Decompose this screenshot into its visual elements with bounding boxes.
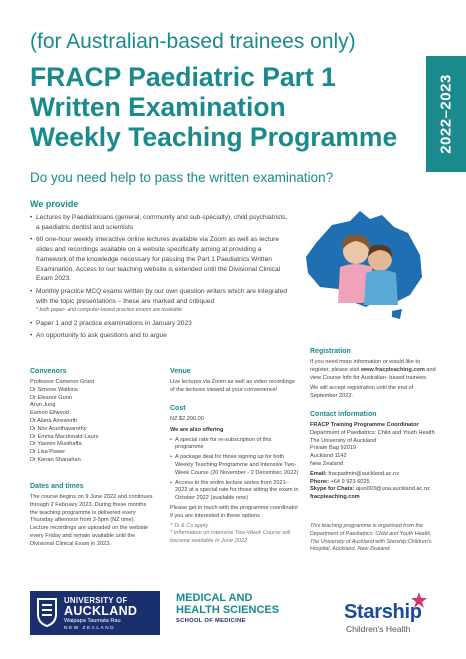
- registration-heading: Registration: [310, 348, 351, 355]
- offers-list: [170, 437, 300, 503]
- title-line-2: Written Examination: [30, 92, 286, 122]
- venue-text: Live lectures via Zoom as well as video recordings of the lectures viewed at your convenience!: [170, 379, 295, 393]
- dates-text: The course begins on 9 June 2022 and continues through 2 February 2023. During these months the teaching programme is delivered every Thursday afternoon from 3-5pm (NZ time). Lecture recordings are uploaded on the website every Friday and remain available until the Divisional Clinical Exam in 2023.: [30, 494, 153, 547]
- email-line: Email: fracpadmin@auckland.ac.nz: [310, 470, 400, 477]
- starship-logo: Starship Children's Health: [338, 591, 448, 635]
- contact-role: FRACP Training Programme Coordinator: [310, 422, 419, 428]
- intensive-course-note: * Information on Intensive Two-Week Course will become available in June 2022: [170, 530, 291, 545]
- terms-note: * Ts & Cs apply: [170, 522, 209, 529]
- practice-exam-note: * both paper- and computer-based practice exams are available: [36, 307, 183, 314]
- year-band: [426, 56, 466, 172]
- list-item: • A special rate for re-subscription of this programme: [170, 437, 300, 453]
- cost-section: [170, 405, 300, 546]
- footer-logos: [0, 585, 466, 659]
- convenor-name: Dr Lisa Power: [30, 449, 66, 456]
- cost-heading: Cost: [170, 405, 186, 412]
- registration-text: If you need more information or would like to register, please visit www.fracpteaching.com and view Course Info for Australian- based trainees.: [310, 359, 436, 381]
- address-line: Auckland 1142: [310, 453, 347, 460]
- convenor-name: Dr Eleanor Gunn: [30, 394, 72, 401]
- dates-section: [30, 483, 155, 549]
- contact-note: Please get in touch with the programme coordinator if you are interested in these options: [170, 504, 299, 519]
- convenor-name: Dr Alana Ainsworth: [30, 417, 78, 424]
- venue-heading: Venue: [170, 368, 191, 375]
- list-item: • Lectures by Paediatricians (general, community and sub-specialty), child psychiatrists, a paediatric dentist and scientists: [30, 213, 288, 233]
- medical-health-sciences-logo: MEDICAL AND HEALTH SCIENCES SCHOOL OF MEDICINE: [176, 592, 280, 624]
- convenors-list: [30, 379, 155, 465]
- australia-map-children-photo: [298, 203, 430, 325]
- convenor-name: Dr Nov Arunthavarothy: [30, 425, 87, 432]
- convenor-name: Arun Jung: [30, 402, 56, 409]
- convenors-heading: Convenors: [30, 368, 67, 375]
- list-item: • Monthly practice MCQ exams written by our own question writers which are integrated with the topic presentations – these are marked and critiqued * both paper- and computer-based practice exams are available: [30, 287, 288, 316]
- title-line-1: FRACP Paediatric Part 1: [30, 62, 336, 92]
- venue-section: [170, 368, 300, 395]
- list-item: • 60 one-hour weekly interactive online lectures available via Zoom as well as lecture slides and recordings available on a website specifically aiming at providing a framework of the knowledge necessary for passing the Part 1 Paediatrics Written Examination. Access to our teaching website is extended until the Divisional Clinical Exam 2023.: [30, 235, 288, 284]
- address-line: Private Bag 92019: [310, 445, 357, 452]
- skype-id: ajun003@uoa.auckland.ac.nz: [356, 486, 430, 493]
- registration-link[interactable]: www.fracpteaching.com: [360, 366, 425, 373]
- list-item: • Paper 1 and 2 practice examinations in January 2023: [30, 319, 288, 329]
- crest-icon: [35, 596, 59, 628]
- address-line: Department of Paediatrics: Child and Youth Health: [310, 429, 435, 436]
- convenor-name: Professor Cameron Grant: [30, 379, 95, 385]
- offering-heading: We are also offering: [170, 426, 224, 433]
- convenors-section: [30, 368, 155, 465]
- convenor-name: Dr Simone Watkins: [30, 386, 78, 393]
- headline-question: Do you need help to pass the written examination?: [30, 170, 334, 185]
- registration-deadline: We will accept registration until the end of September 2022.: [310, 385, 414, 400]
- contact-section: [310, 411, 440, 502]
- convenor-name: Dr Yasmin Musthaffa: [30, 441, 82, 448]
- dates-heading: Dates and times: [30, 483, 84, 490]
- eligibility-subtitle: (for Australian-based trainees only): [30, 30, 356, 53]
- phone-number: +64 9 923 6025: [330, 478, 370, 485]
- organiser-note: This teaching programme is organised from the Department of Paediatrics: Child and Youth Health, The University of Auckland with Starship Children's Hospital, Auckland, New Zealand.: [310, 523, 432, 553]
- skype-line: Skype for Chats: ajun003@uoa.auckland.ac.nz: [310, 486, 430, 493]
- convenor-name: Dr Emma Macdonald-Laurs: [30, 433, 99, 440]
- list-item: • Access to the entire lecture series from 2021–2022 at a special rate for those sitting the exam in October 2022 (available now): [170, 480, 300, 503]
- we-provide-heading: We provide: [30, 199, 79, 209]
- list-item: • A package deal for those signing up for both Weekly Teaching Programme and Intensive Two-Week Course (20 November - 2 December, 2022): [170, 454, 300, 477]
- title-line-3: Weekly Teaching Programme: [30, 122, 398, 152]
- we-provide-list: [30, 213, 288, 344]
- email-link[interactable]: fracpadmin@auckland.ac.nz: [328, 470, 400, 477]
- registration-section: [310, 348, 440, 401]
- address-line: New Zealand: [310, 460, 343, 467]
- contact-heading: Contact information: [310, 411, 377, 418]
- page-title: [30, 62, 425, 152]
- university-of-auckland-logo: UNIVERSITY OF AUCKLAND Waipapa Taumata Rau NEW ZEALAND: [30, 591, 160, 635]
- address-line: The University of Auckland: [310, 437, 377, 444]
- website-link[interactable]: fracpteaching.com: [310, 494, 360, 501]
- convenor-name: Dr Kieran Shanahan: [30, 456, 81, 463]
- list-item: • An opportunity to ask questions and to argue: [30, 331, 288, 341]
- year-band-text: 2022–2023: [437, 74, 455, 154]
- convenor-name: Eamon Ellwood: [30, 410, 69, 417]
- phone-line: Phone: +64 9 923 6025: [310, 478, 370, 485]
- cost-price: NZ $2,200.00: [170, 416, 204, 422]
